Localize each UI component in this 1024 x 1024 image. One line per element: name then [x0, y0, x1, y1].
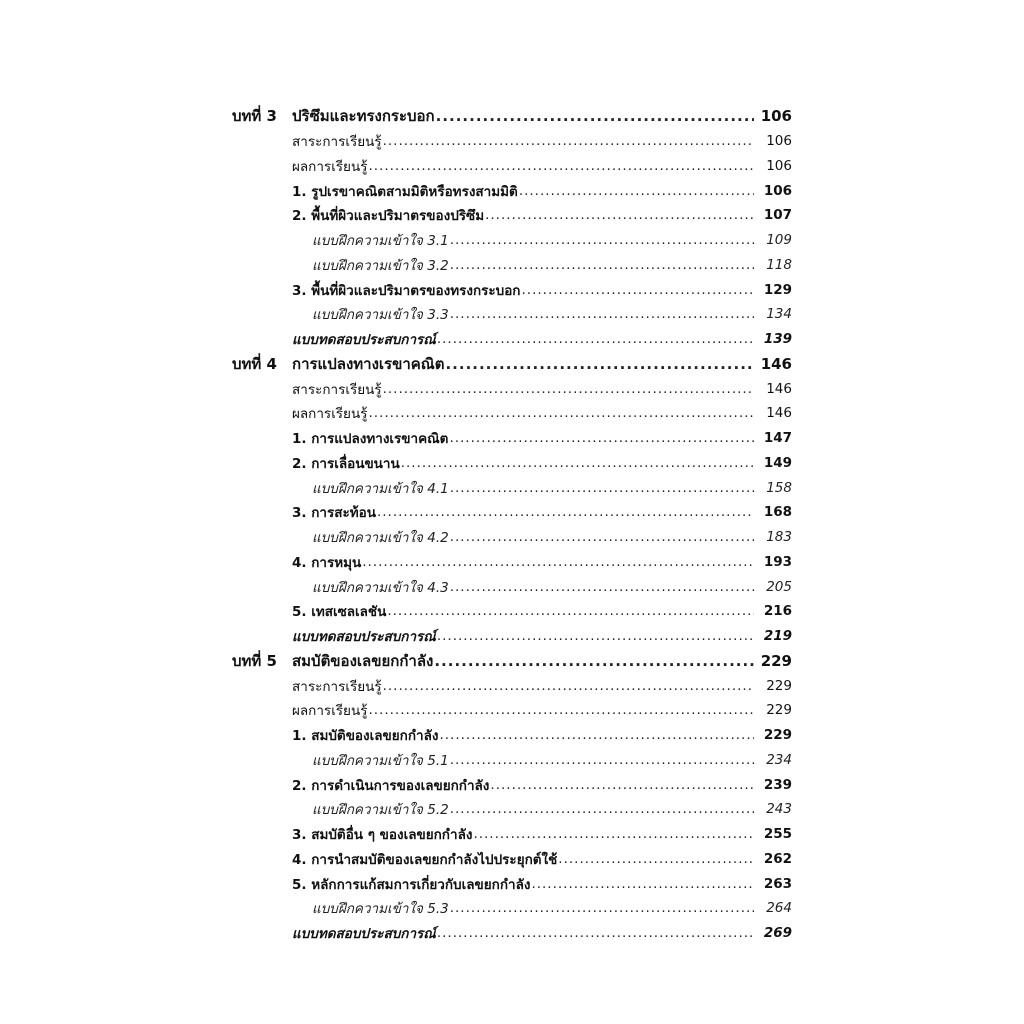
dot-leader	[450, 232, 754, 248]
toc-page-number: 234	[766, 751, 792, 768]
toc-entry-row	[0, 525, 1024, 550]
dot-leader	[383, 133, 754, 149]
dot-leader	[383, 678, 754, 694]
toc-page-number: 158	[766, 479, 792, 496]
toc-entry-row	[0, 327, 1024, 352]
toc-page-number: 106	[763, 182, 792, 199]
toc-entry	[292, 180, 792, 202]
toc-page-number: 129	[763, 281, 792, 298]
toc-entry	[292, 823, 792, 845]
toc-entry	[292, 279, 792, 301]
toc-entry	[312, 229, 792, 251]
toc-entry-row	[0, 302, 1024, 327]
toc-entry	[292, 699, 792, 721]
toc-entry-row	[0, 253, 1024, 278]
dot-leader	[368, 405, 754, 421]
toc-entry-row	[0, 500, 1024, 525]
toc-entry-row	[0, 822, 1024, 847]
toc-page-number: 263	[763, 875, 792, 892]
toc-page-number: 149	[763, 454, 792, 471]
dot-leader	[450, 900, 754, 916]
dot-leader	[519, 183, 754, 199]
toc-entry-title: 5. เทสเซลเลชัน	[292, 604, 387, 621]
dot-leader	[401, 455, 754, 471]
toc-page-number: 229	[760, 651, 792, 670]
toc-entry-title: 3. สมบัติอื่น ๆ ของเลขยกกำลัง	[292, 827, 473, 844]
toc-entry-row	[0, 871, 1024, 896]
toc-entry	[312, 798, 792, 820]
toc-entry-title: แบบฝึกความเข้าใจ 4.2	[312, 530, 449, 547]
toc-page-number: 118	[766, 256, 792, 273]
toc-entry-title: แบบฝึกความเข้าใจ 3.1	[312, 233, 449, 250]
toc-entry-title: 4. การหมุน	[292, 554, 362, 571]
toc-entry-row	[0, 847, 1024, 872]
toc-entry	[292, 600, 792, 622]
toc-page-number: 205	[766, 578, 792, 595]
table-of-contents	[0, 104, 1024, 946]
toc-entry-row	[0, 401, 1024, 426]
toc-entry-title: 2. พื้นที่ผิวและปริมาตรของปริซึม	[292, 208, 485, 225]
toc-entry-title: 1. รูปเรขาคณิตสามมิติหรือทรงสามมิติ	[292, 183, 518, 200]
toc-entry-row	[0, 426, 1024, 451]
toc-entry-row	[0, 475, 1024, 500]
toc-entry	[292, 625, 792, 647]
toc-page-number: 255	[763, 826, 792, 843]
dot-leader	[521, 282, 754, 298]
toc-entry-title: 3. การสะท้อน	[292, 505, 376, 522]
toc-page-number: 106	[760, 107, 792, 126]
toc-entry	[292, 402, 792, 424]
toc-entry-title: สมบัติของเลขยกกำลัง	[292, 651, 434, 670]
toc-entry	[312, 897, 792, 919]
toc-chapter-row	[0, 649, 1024, 674]
dot-leader	[485, 207, 754, 223]
toc-entry-row	[0, 451, 1024, 476]
toc-entry	[292, 378, 792, 400]
toc-entry-title: 2. การเลื่อนขนาน	[292, 455, 400, 472]
dot-leader	[436, 107, 754, 125]
toc-entry	[292, 649, 792, 673]
toc-entry-title: 4. การนำสมบัติของเลขยกกำลังไปประยุกต์ใช้	[292, 851, 558, 868]
dot-leader	[449, 430, 754, 446]
dot-leader	[368, 158, 754, 174]
toc-entry-row	[0, 723, 1024, 748]
toc-entry-title: ผลการเรียนรู้	[292, 158, 368, 175]
toc-entry-row	[0, 921, 1024, 946]
toc-page-number: 106	[766, 157, 792, 174]
toc-entry-row	[0, 129, 1024, 154]
toc-entry	[312, 254, 792, 276]
toc-entry-row	[0, 896, 1024, 921]
toc-entry-title: 1. สมบัติของเลขยกกำลัง	[292, 728, 439, 745]
toc-entry-row	[0, 574, 1024, 599]
toc-entry	[292, 104, 792, 128]
toc-page-number: 146	[766, 405, 792, 422]
toc-entry-row	[0, 228, 1024, 253]
toc-entry-title: 2. การดำเนินการของเลขยกกำลัง	[292, 777, 490, 794]
toc-entry	[292, 551, 792, 573]
toc-page-number: 239	[763, 776, 792, 793]
toc-page-number: 146	[766, 380, 792, 397]
toc-entry	[292, 427, 792, 449]
dot-leader	[450, 257, 754, 273]
toc-entry-title: สาระการเรียนรู้	[292, 678, 382, 695]
toc-entry-title: แบบฝึกความเข้าใจ 3.3	[312, 307, 449, 324]
toc-entry	[292, 873, 792, 895]
toc-page-number: 229	[766, 677, 792, 694]
toc-entry	[292, 204, 792, 226]
toc-page-number: 107	[763, 207, 792, 224]
dot-leader	[387, 603, 754, 619]
toc-page-number: 229	[763, 727, 792, 744]
dot-leader	[377, 504, 754, 520]
toc-entry-title: สาระการเรียนรู้	[292, 134, 382, 151]
toc-page-number: 168	[763, 504, 792, 521]
toc-entry-title: แบบฝึกความเข้าใจ 3.2	[312, 257, 449, 274]
dot-leader	[383, 381, 754, 397]
chapter-label: บทที่ 5	[232, 651, 277, 670]
chapter-label: บทที่ 4	[232, 354, 277, 373]
toc-entry-row	[0, 797, 1024, 822]
dot-leader	[445, 355, 754, 373]
dot-leader	[368, 702, 754, 718]
toc-entry	[292, 724, 792, 746]
toc-entry	[292, 922, 792, 944]
dot-leader	[450, 529, 754, 545]
toc-entry	[312, 303, 792, 325]
dot-leader	[450, 801, 754, 817]
toc-entry-title: ผลการเรียนรู้	[292, 703, 368, 720]
toc-entry	[312, 477, 792, 499]
dot-leader	[450, 752, 754, 768]
toc-entry-row	[0, 154, 1024, 179]
toc-page-number: 262	[763, 850, 792, 867]
toc-entry-title: 1. การแปลงทางเรขาคณิต	[292, 431, 449, 448]
toc-page-number: 183	[766, 529, 792, 546]
toc-page-number: 147	[763, 430, 792, 447]
toc-entry-title: แบบฝึกความเข้าใจ 4.3	[312, 579, 449, 596]
toc-entry-row	[0, 624, 1024, 649]
toc-entry-title: 5. หลักการแก้สมการเกี่ยวกับเลขยกกำลัง	[292, 876, 531, 893]
toc-chapter-row	[0, 352, 1024, 377]
toc-entry-title: การแปลงทางเรขาคณิต	[292, 354, 445, 373]
toc-page-number: 106	[766, 133, 792, 150]
toc-entry-title: แบบทดสอบประสบการณ์	[292, 629, 436, 646]
toc-page-number: 219	[763, 628, 792, 645]
toc-entry	[312, 749, 792, 771]
toc-entry-title: 3. พื้นที่ผิวและปริมาตรของทรงกระบอก	[292, 282, 521, 299]
toc-entry-row	[0, 178, 1024, 203]
toc-entry	[312, 576, 792, 598]
dot-leader	[437, 331, 754, 347]
toc-entry-title: แบบทดสอบประสบการณ์	[292, 332, 436, 349]
toc-entry	[292, 774, 792, 796]
toc-entry-title: แบบฝึกความเข้าใจ 5.3	[312, 901, 449, 918]
toc-entry-row	[0, 550, 1024, 575]
dot-leader	[450, 480, 754, 496]
toc-chapter-row	[0, 104, 1024, 129]
toc-entry	[292, 848, 792, 870]
toc-entry-row	[0, 748, 1024, 773]
toc-page-number: 139	[763, 331, 792, 348]
toc-entry-title: แบบทดสอบประสบการณ์	[292, 926, 436, 943]
toc-entry	[292, 155, 792, 177]
toc-entry-title: ผลการเรียนรู้	[292, 406, 368, 423]
toc-page-number: 134	[766, 306, 792, 323]
toc-entry	[292, 352, 792, 376]
toc-entry	[292, 452, 792, 474]
toc-entry-row	[0, 772, 1024, 797]
toc-entry-row	[0, 277, 1024, 302]
toc-entry-row	[0, 698, 1024, 723]
dot-leader	[434, 652, 754, 670]
toc-entry	[292, 501, 792, 523]
dot-leader	[490, 777, 754, 793]
toc-page-number: 216	[763, 603, 792, 620]
toc-entry-title: แบบฝึกความเข้าใจ 5.1	[312, 752, 449, 769]
dot-leader	[473, 826, 754, 842]
dot-leader	[450, 306, 754, 322]
toc-entry-row	[0, 376, 1024, 401]
chapter-label: บทที่ 3	[232, 107, 277, 126]
dot-leader	[362, 554, 754, 570]
toc-entry-row	[0, 673, 1024, 698]
toc-entry-row	[0, 203, 1024, 228]
toc-entry-title: แบบฝึกความเข้าใจ 4.1	[312, 480, 449, 497]
toc-page-number: 229	[766, 702, 792, 719]
dot-leader	[558, 851, 754, 867]
toc-page-number: 109	[766, 232, 792, 249]
toc-entry-row	[0, 599, 1024, 624]
toc-entry-title: แบบฝึกความเข้าใจ 5.2	[312, 802, 449, 819]
toc-entry	[292, 130, 792, 152]
toc-page-number: 146	[760, 354, 792, 373]
toc-entry	[292, 328, 792, 350]
toc-entry	[292, 675, 792, 697]
dot-leader	[437, 925, 754, 941]
toc-entry-title: ปริซึมและทรงกระบอก	[292, 107, 435, 126]
dot-leader	[437, 628, 754, 644]
toc-entry	[312, 526, 792, 548]
dot-leader	[450, 579, 754, 595]
dot-leader	[531, 876, 754, 892]
toc-page-number: 264	[766, 900, 792, 917]
toc-page-number: 243	[766, 801, 792, 818]
dot-leader	[439, 727, 754, 743]
toc-page-number: 269	[763, 925, 792, 942]
toc-page-number: 193	[763, 553, 792, 570]
toc-entry-title: สาระการเรียนรู้	[292, 381, 382, 398]
